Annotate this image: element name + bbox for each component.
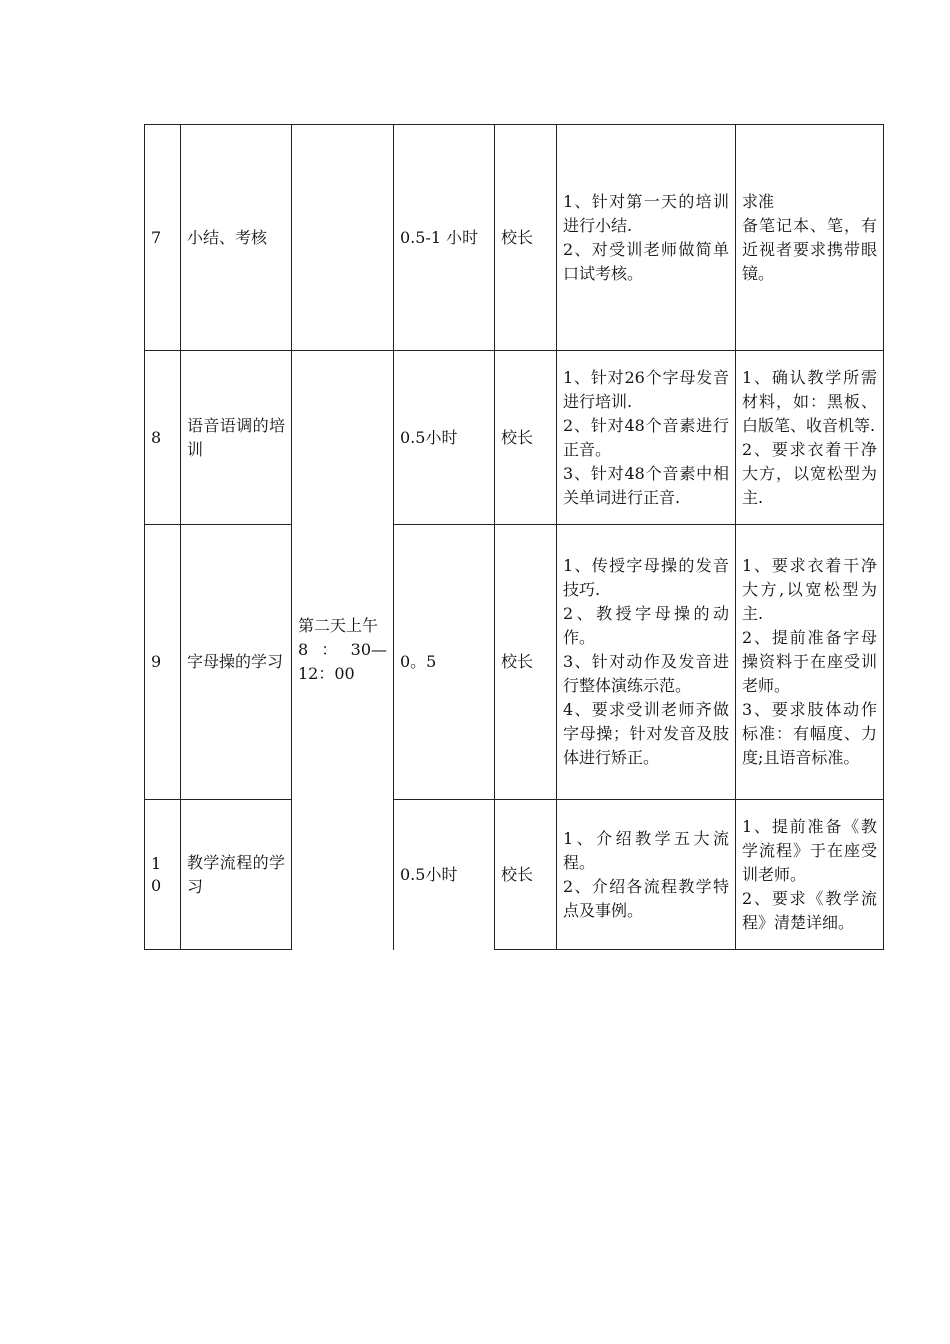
prep-line: 备笔记本、笔，有近视者要求携带眼镜。	[742, 215, 877, 283]
item-text: 教学流程的学习	[187, 852, 285, 896]
person-cell: 校长	[495, 800, 557, 950]
content-line: 2、针对48个音素进行正音。	[563, 415, 729, 459]
content-cell	[557, 800, 736, 950]
prep-line: 2、提前准备字母操资料于在座受训老师。	[742, 628, 877, 695]
item-cell	[181, 800, 292, 950]
prep-cell	[736, 800, 884, 950]
prep-line: 1、要求衣着干净大方,以宽松型为主.	[742, 556, 877, 623]
prep-line: 1、提前准备《教学流程》于在座受训老师。	[742, 816, 877, 884]
prep-cell	[736, 351, 884, 525]
row-number: 7	[145, 125, 181, 351]
duration-text: 0.5-1 小时	[400, 227, 479, 247]
duration-cell	[394, 800, 495, 950]
person-cell: 校长	[495, 125, 557, 351]
time-line: 8：30—12：00	[298, 640, 387, 684]
table-row	[145, 525, 884, 800]
item-cell	[181, 125, 292, 351]
prep-line: 1、确认教学所需材料，如：黑板、白版笔、收音机等.	[742, 367, 877, 435]
table-row	[145, 351, 884, 525]
content-cell	[557, 125, 736, 351]
merged-time-cell	[292, 351, 394, 950]
time-line: 第二天上午	[298, 616, 379, 636]
content-line: 1、介绍教学五大流程。	[563, 828, 729, 872]
prep-line: 3、要求肢体动作标准：有幅度、力度;且语音标准。	[742, 700, 877, 767]
person-cell: 校长	[495, 351, 557, 525]
item-text: 语音语调的培训	[187, 415, 285, 459]
prep-line: 2、要求衣着干净大方，以宽松型为主.	[742, 439, 877, 507]
content-line: 2、介绍各流程教学特点及事例。	[563, 876, 729, 920]
content-line: 2、教授字母操的动作。	[563, 604, 729, 647]
row-number	[145, 800, 181, 950]
content-line: 3、针对48个音素中相关单词进行正音.	[563, 463, 729, 507]
duration-cell	[394, 525, 495, 800]
duration-cell	[394, 125, 495, 351]
table-row	[145, 125, 884, 351]
content-line: 1、传授字母操的发音技巧.	[563, 556, 729, 599]
content-line: 1、针对26个字母发音进行培训.	[563, 367, 729, 411]
duration-text: 0。5	[400, 652, 437, 671]
content-line: 3、针对动作及发音进行整体演练示范。	[563, 652, 729, 695]
time-cell	[292, 125, 394, 351]
row-number-digit: 0	[151, 875, 162, 895]
table-row	[145, 800, 884, 950]
row-number-digit: 1	[151, 853, 162, 873]
prep-line: 2、要求《教学流程》清楚详细。	[742, 888, 877, 932]
item-cell	[181, 525, 292, 800]
content-line: 4、要求受训老师齐做字母操；针对发音及肢体进行矫正。	[563, 700, 729, 767]
item-text: 小结、考核	[187, 227, 268, 247]
row-number: 9	[145, 525, 181, 800]
item-text: 字母操的学习	[187, 652, 284, 671]
prep-line: 求准	[742, 191, 775, 211]
content-line: 2、对受训老师做简单口试考核。	[563, 239, 729, 283]
row-number: 8	[145, 351, 181, 525]
training-schedule-table	[144, 124, 884, 950]
item-cell	[181, 351, 292, 525]
duration-text: 0.5小时	[400, 427, 458, 447]
duration-cell	[394, 351, 495, 525]
prep-cell	[736, 125, 884, 351]
person-cell: 校长	[495, 525, 557, 800]
duration-text: 0.5小时	[400, 864, 458, 884]
content-cell	[557, 351, 736, 525]
content-cell	[557, 525, 736, 800]
prep-cell	[736, 525, 884, 800]
content-line: 1、针对第一天的培训进行小结.	[563, 191, 729, 235]
